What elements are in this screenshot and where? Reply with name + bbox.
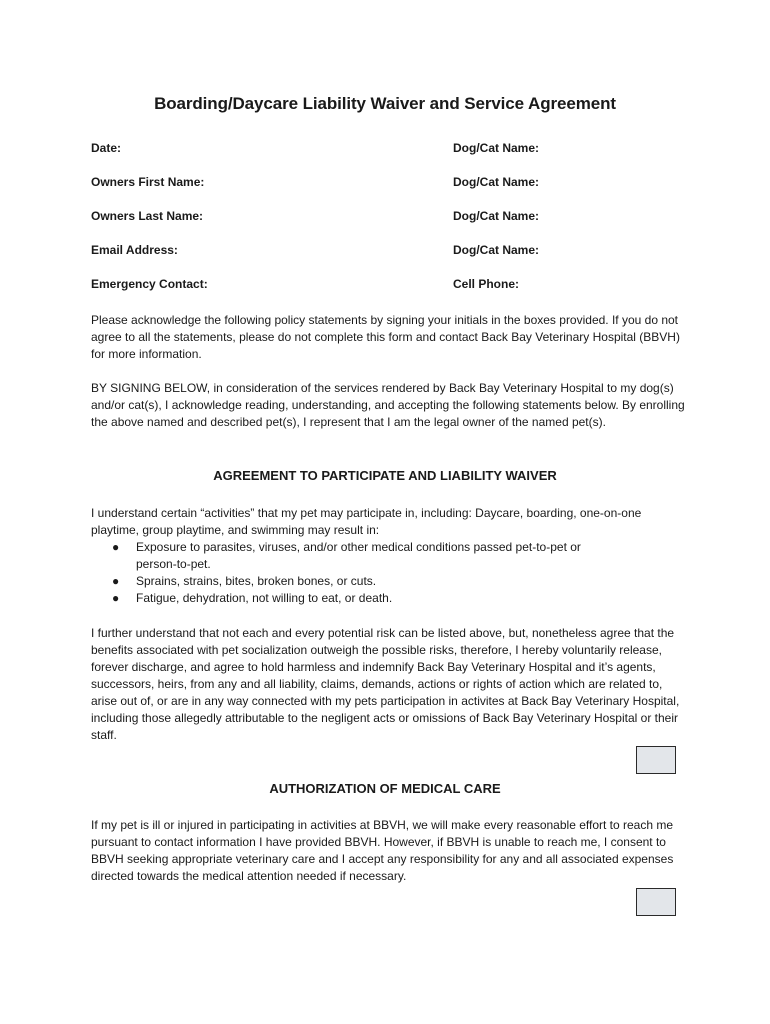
cell-phone-label: Cell Phone: [453,277,520,291]
list-item [91,573,691,590]
emergency-contact-label: Emergency Contact: [91,277,208,291]
medical-initials-box[interactable] [636,888,676,916]
list-item [91,590,691,607]
medical-care-paragraph: If my pet is ill or injured in participating in activities at BBVH, we will make every reasonable effort to reach me pursuant to contact information I have provided BBVH. However, if BBVH is unable to reach me, I consent to BBVH seeking appropriate veterinary care and I accept any responsibility for any and all associated expenses directed towards the medical attention needed if necessary. [91,818,674,883]
bullet-icon: ● [112,591,120,605]
pet-name-label-2: Dog/Cat Name: [453,175,540,189]
release-paragraph: I further understand that not each and every potential risk can be listed above, but, nonetheless agree that the benefits associated with pet socialization outweigh the possible risks, therefore, I hereby voluntarily release, forever discharge, and agree to hold harmless and indemnify Back Bay Veterinary Hospital and it’s agents, successors, heirs, from any and all liability, claims, demands, actions or rights of action which are related to, arise out of, or are in any way connected with my pets participation in activites at Back Bay Veterinary Hospital, including those allegedly attributable to the negligent acts or omissions of Back Bay Veterinary Hospital or their staff. [91,626,680,742]
waiver-initials-box[interactable] [636,746,676,774]
risk-list [91,539,691,607]
activities-lead-paragraph: I understand certain “activities” that my pet may participate in, including: Daycare, boarding, one-on-one playtime, group playtime, and swimming may result in: [91,506,642,537]
list-item [91,539,691,573]
list-item-text: Sprains, strains, bites, broken bones, or cuts. [136,574,377,588]
medical-care-heading: AUTHORIZATION OF MEDICAL CARE [269,781,501,796]
pet-name-label-1: Dog/Cat Name: [453,141,540,155]
document-title: Boarding/Daycare Liability Waiver and Service Agreement [154,94,616,113]
bullet-icon: ● [112,540,120,554]
bullet-icon: ● [112,574,120,588]
list-item-text: Fatigue, dehydration, not willing to eat, or death. [136,591,393,605]
owners-last-name-label: Owners Last Name: [91,209,204,223]
acknowledgement-paragraph: Please acknowledge the following policy statements by signing your initials in the boxes provided. If you do not agree to all the statements, please do not complete this form and contact Back Bay Veterinary Hospital (BBVH) for more information. [91,313,680,361]
email-address-label: Email Address: [91,243,178,257]
pet-name-label-4: Dog/Cat Name: [453,243,540,257]
by-signing-paragraph: BY SIGNING BELOW, in consideration of the services rendered by Back Bay Veterinary Hospital to my dog(s) and/or cat(s), I acknowledge reading, understanding, and accepting the following statements below. By enrolling the above named and described pet(s), I represent that I am the legal owner of the named pet(s). [91,381,685,429]
list-item-text: Exposure to parasites, viruses, and/or other medical conditions passed pet-to-pet or person-to-pet. [136,540,581,571]
waiver-heading: AGREEMENT TO PARTICIPATE AND LIABILITY WAIVER [213,468,557,483]
owners-first-name-label: Owners First Name: [91,175,205,189]
date-label: Date: [91,141,122,155]
pet-name-label-3: Dog/Cat Name: [453,209,540,223]
